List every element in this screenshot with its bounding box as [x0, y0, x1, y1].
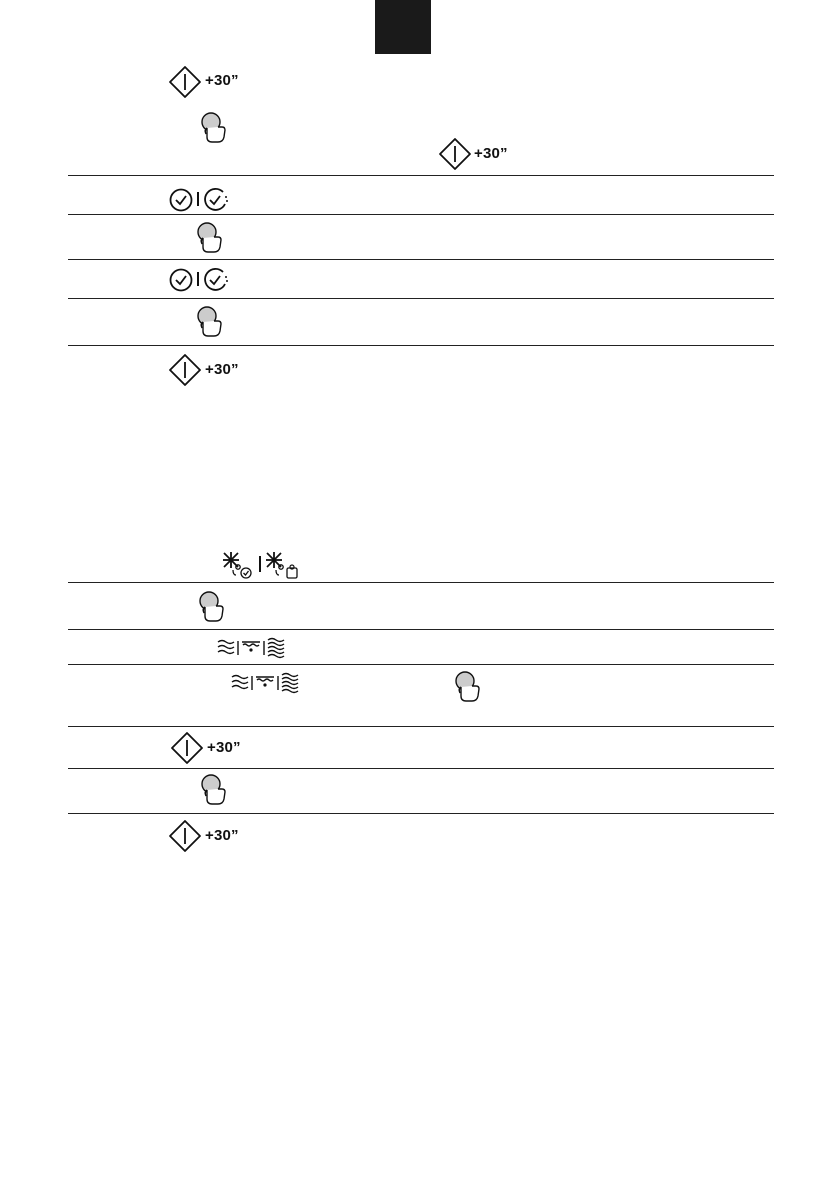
clock-dotted-icon: [202, 187, 230, 213]
divider: [68, 582, 774, 583]
clock-check-icon: [168, 267, 194, 293]
divider: [68, 259, 774, 260]
divider: [68, 726, 774, 727]
plus-30-label: +30”: [474, 145, 508, 162]
start-diamond-icon: [170, 731, 204, 765]
separator-bar: [197, 272, 199, 286]
divider: [68, 813, 774, 814]
divider: [68, 298, 774, 299]
divider: [68, 664, 774, 665]
start-diamond-icon: [438, 137, 472, 171]
knob-press-icon: [198, 772, 230, 806]
plus-30-label: +30”: [205, 827, 239, 844]
divider: [68, 629, 774, 630]
page-tab: [375, 0, 431, 54]
divider: [68, 214, 774, 215]
divider: [68, 345, 774, 346]
knob-press-icon: [194, 220, 226, 254]
knob-press-icon: [196, 589, 228, 623]
start-diamond-icon: [168, 819, 202, 853]
start-diamond-icon: [168, 353, 202, 387]
clock-dotted-icon: [202, 267, 230, 293]
knob-press-icon: [194, 304, 226, 338]
plus-30-label: +30”: [207, 739, 241, 756]
start-diamond-icon: [168, 65, 202, 99]
knob-press-icon: [198, 110, 230, 144]
defrost-by-time-icon: [222, 551, 254, 579]
clock-check-icon: [168, 187, 194, 213]
divider: [68, 768, 774, 769]
steam-level-icon: [216, 637, 302, 659]
plus-30-label: +30”: [205, 361, 239, 378]
defrost-by-weight-icon: [265, 551, 301, 579]
separator-bar: [197, 192, 199, 206]
steam-level-icon: [230, 672, 316, 694]
divider: [68, 175, 774, 176]
plus-30-label: +30”: [205, 72, 239, 89]
separator-bar: [259, 556, 261, 572]
knob-press-icon: [452, 669, 484, 703]
